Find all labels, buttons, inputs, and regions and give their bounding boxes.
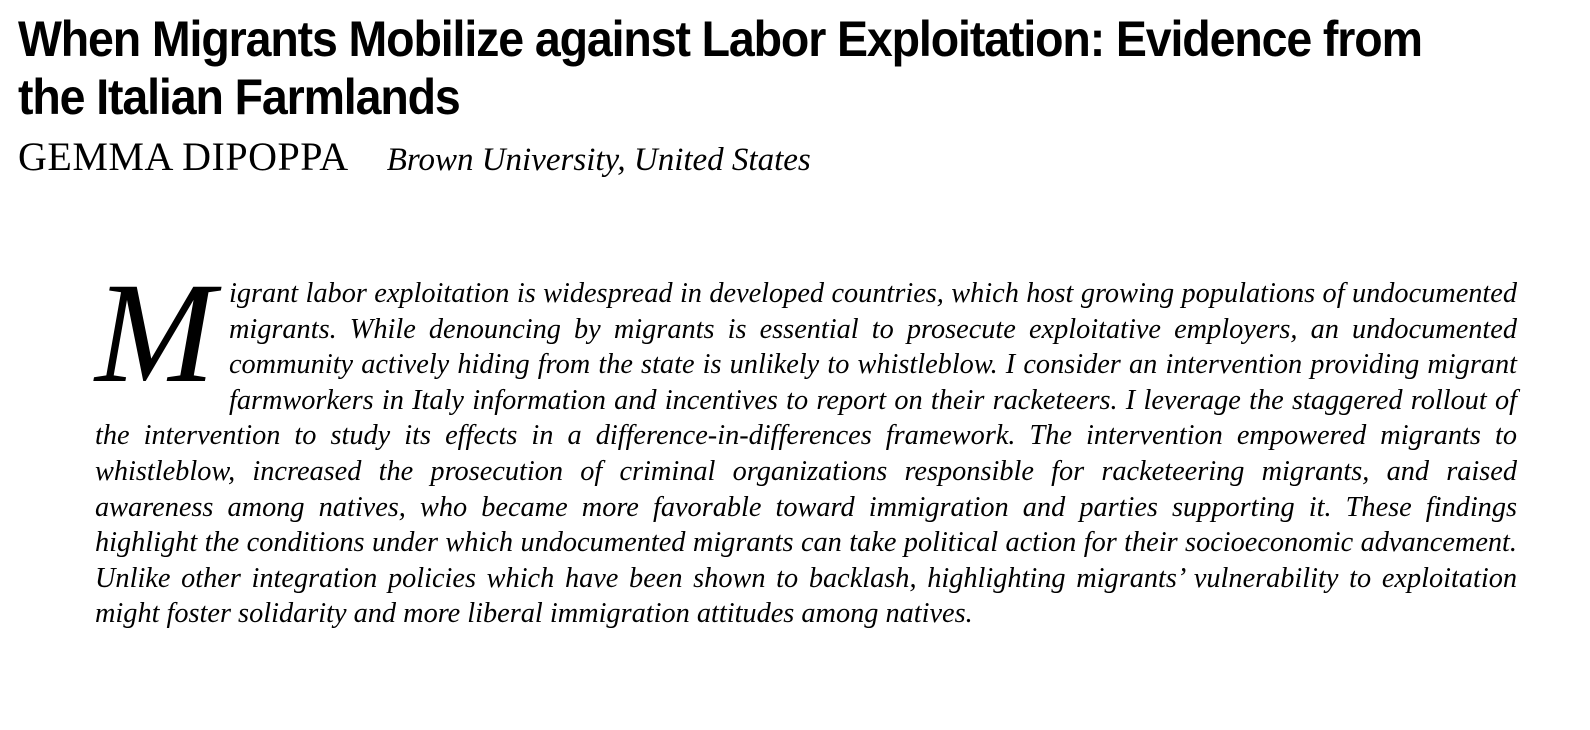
byline [18,133,811,180]
author-affiliation: Brown University, United States [386,142,811,178]
abstract-text: igrant labor exploitation is widespread in developed countries, which host growing populations of undocumented migrants. While denouncing by migrants is essential to prosecute exploitative employers, an undocumented community actively hiding from the state is unlikely to whistleblow. I consider an intervention providing migrant farmworkers in Italy information and incentives to report on their racketeers. I leverage the staggered rollout of the intervention to study its effects in a difference-in-differences framework. The intervention empowered migrants to whistleblow, increased the prosecution of criminal organizations responsible for racketeering migrants, and raised awareness among natives, who became more favorable toward immigration and parties supporting it. These findings highlight the conditions under which undocumented migrants can take political action for their socioeconomic advancement. Unlike other integration policies which have been shown to backlash, highlighting migrants’ vulnerability to exploitation might foster solidarity and more liberal immigration attitudes among natives. [95,278,1517,630]
abstract-dropcap: M [95,254,215,413]
paper-title: When Migrants Mobilize against Labor Exploitation: Evidence from the Italian Farmlands [18,11,1422,125]
abstract [95,254,1517,632]
author-name: GEMMA DIPOPPA [18,134,349,179]
